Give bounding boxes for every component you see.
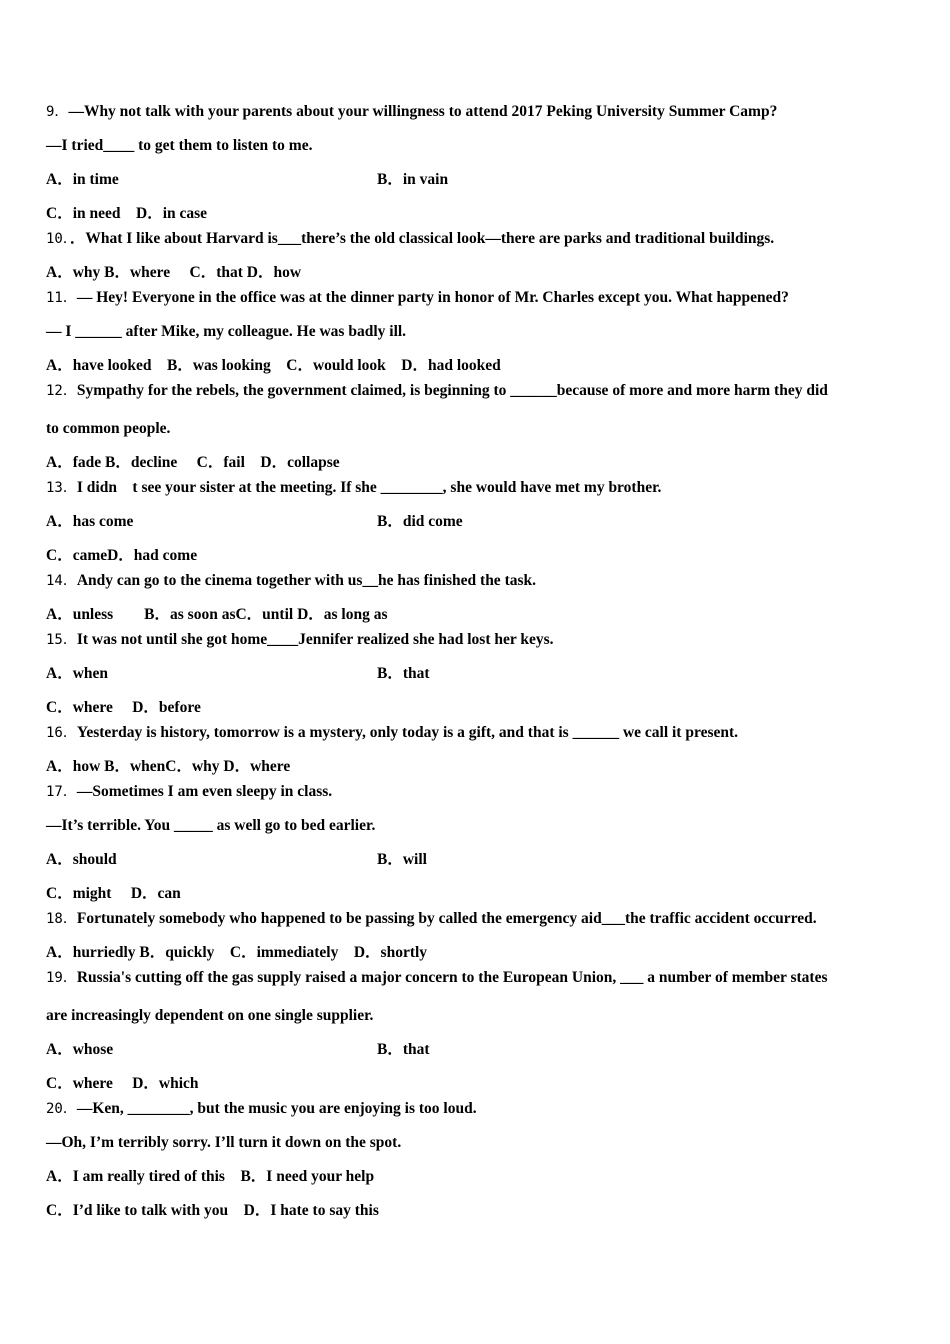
question-stem-line2: to common people. — [46, 420, 171, 437]
question-15 — [46, 630, 554, 650]
question-stem-line2: are increasingly dependent on one single supplier. — [46, 1007, 374, 1024]
question-11 — [46, 288, 789, 308]
options-line[interactable]: A．why B．where C．that D．how — [46, 264, 302, 281]
question-9 — [46, 102, 777, 122]
question-number: 20． — [46, 1101, 77, 1117]
option-b[interactable]: B．will — [377, 851, 427, 868]
options-line[interactable]: A．unless B．as soon asC．until D．as long as — [46, 606, 388, 623]
question-number: 15． — [46, 632, 77, 648]
question-20 — [46, 1099, 477, 1119]
question-stem: Andy can go to the cinema together with us__he has finished the task. — [76, 572, 537, 589]
question-stem: Yesterday is history, tomorrow is a mystery, only today is a gift, and that is ______ we call it present. — [76, 724, 739, 741]
question-number: 18． — [46, 911, 77, 927]
options-c-d[interactable]: C．cameD．had come — [46, 547, 198, 564]
option-a[interactable]: A．should — [46, 851, 117, 868]
options-c-d[interactable]: C．where D．before — [46, 699, 201, 716]
options-line[interactable]: A．have looked B．was looking C．would look D．had looked — [46, 357, 501, 374]
option-b[interactable]: B．did come — [377, 513, 463, 530]
question-stem-line2: — I ______ after Mike, my colleague. He was badly ill. — [46, 323, 407, 340]
question-number: 11． — [46, 290, 77, 306]
option-b[interactable]: B．that — [377, 665, 430, 682]
question-stem: Russia's cutting off the gas supply raised a major concern to the European Union, ___ a number of member states — [76, 969, 828, 986]
question-stem-line2: —Oh, I’m terribly sorry. I’ll turn it down on the spot. — [46, 1134, 402, 1151]
question-number: 17． — [46, 784, 77, 800]
question-number: 9． — [46, 104, 69, 120]
option-b[interactable]: B．that — [377, 1041, 430, 1058]
question-10 — [46, 229, 774, 249]
options-c-d[interactable]: C．where D．which — [46, 1075, 199, 1092]
question-stem: — Hey! Everyone in the office was at the dinner party in honor of Mr. Charles except you. What happened? — [76, 289, 789, 306]
options-a-b[interactable]: A．I am really tired of this B．I need your help — [46, 1168, 375, 1185]
option-a[interactable]: A．has come — [46, 513, 134, 530]
question-number: 13． — [46, 480, 77, 496]
options-line[interactable]: A．hurriedly B．quickly C．immediately D．shortly — [46, 944, 428, 961]
question-stem: Sympathy for the rebels, the government claimed, is beginning to ______because of more and more harm they did — [76, 382, 828, 399]
question-stem: —Ken, ________, but the music you are enjoying is too loud. — [76, 1100, 477, 1117]
question-stem: —Why not talk with your parents about your willingness to attend 2017 Peking University Summer Camp? — [68, 103, 778, 120]
question-stem: ．What I like about Harvard is___there’s the old classical look—there are parks and traditional buildings. — [69, 230, 775, 247]
options-line[interactable]: A．fade B．decline C．fail D．collapse — [46, 454, 340, 471]
question-number: 14． — [46, 573, 77, 589]
options-c-d[interactable]: C．I’d like to talk with you D．I hate to say this — [46, 1202, 379, 1219]
question-stem: I didn t see your sister at the meeting. If she ________, she would have met my brother. — [76, 479, 662, 496]
question-14 — [46, 571, 536, 591]
question-17 — [46, 782, 332, 802]
question-12 — [46, 381, 828, 401]
question-16 — [46, 723, 738, 743]
question-number: 19． — [46, 970, 77, 986]
question-19 — [46, 968, 827, 988]
question-number: 16． — [46, 725, 77, 741]
question-13 — [46, 478, 661, 498]
question-number: 12． — [46, 383, 77, 399]
question-18 — [46, 909, 817, 929]
options-line[interactable]: A．how B．whenC．why D．where — [46, 758, 291, 775]
question-stem-line2: —It’s terrible. You _____ as well go to bed earlier. — [46, 817, 376, 834]
options-c-d[interactable]: C．in need D．in case — [46, 205, 208, 222]
option-a[interactable]: A．whose — [46, 1041, 114, 1058]
question-stem: It was not until she got home____Jennifer realized she had lost her keys. — [76, 631, 554, 648]
question-stem-line2: —I tried____ to get them to listen to me. — [46, 137, 313, 154]
option-b[interactable]: B．in vain — [377, 171, 449, 188]
question-number: 10． — [46, 231, 70, 247]
option-a[interactable]: A．when — [46, 665, 109, 682]
question-stem: —Sometimes I am even sleepy in class. — [76, 783, 333, 800]
options-c-d[interactable]: C．might D．can — [46, 885, 181, 902]
option-a[interactable]: A．in time — [46, 171, 119, 188]
question-stem: Fortunately somebody who happened to be passing by called the emergency aid___the traffic accident occurred. — [76, 910, 817, 927]
